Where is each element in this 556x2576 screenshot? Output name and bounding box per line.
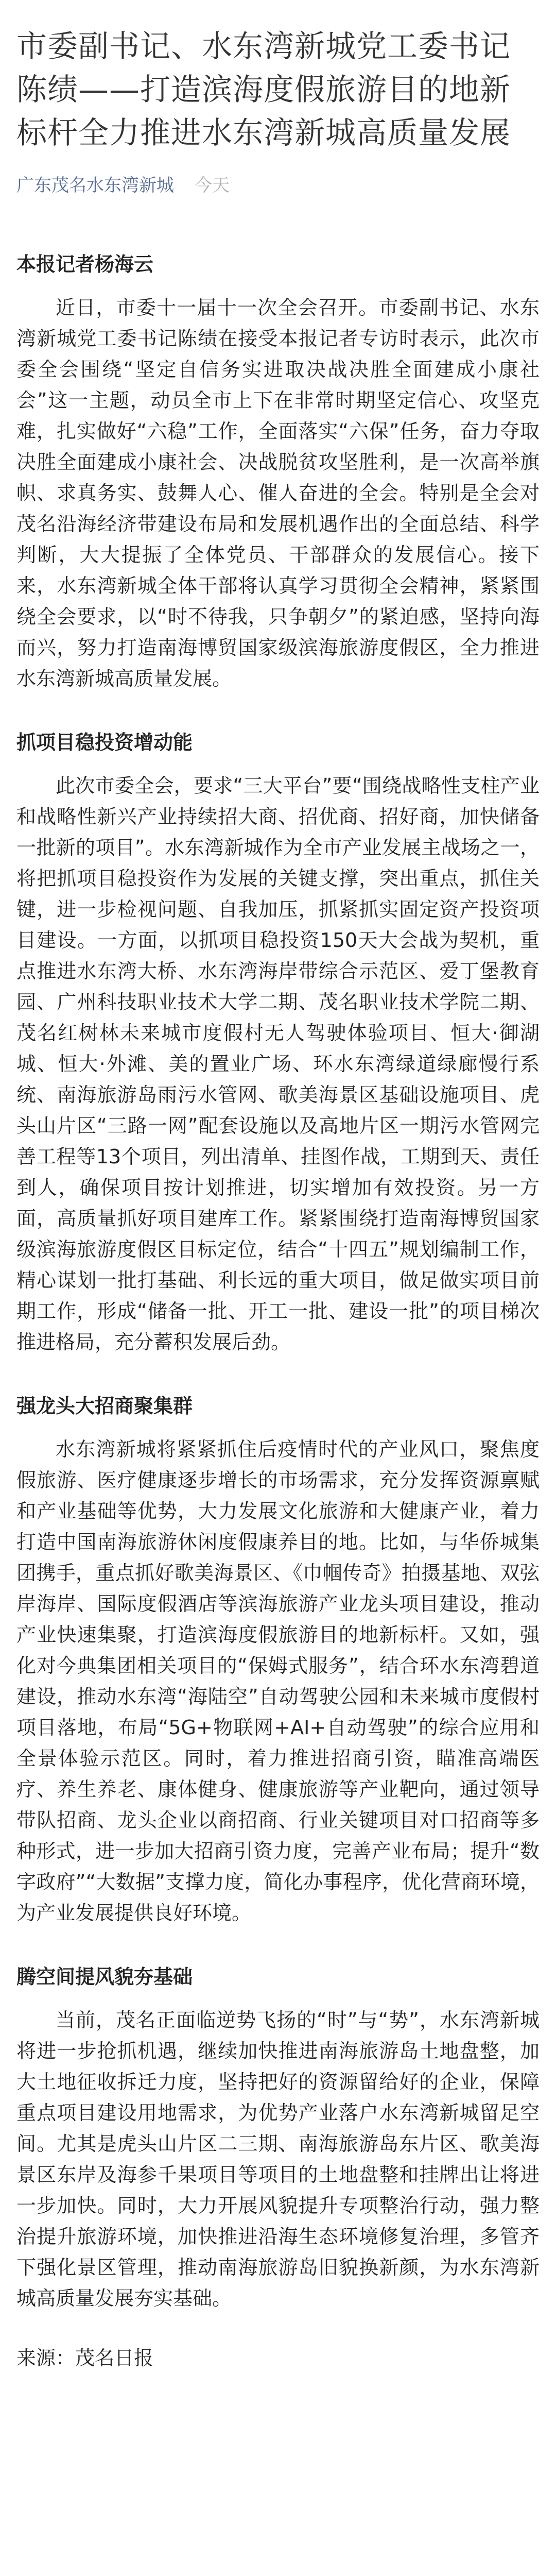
section-paragraph: 此次市委全会，要求“三大平台”要“围绕战略性支柱产业和战略性新兴产业持续招大商、招优商、招好商，加快储备一批新的项目”。水东湾新城作为全市产业发展主战场之一，将把抓项目稳投资作为发展的关键支撑，突出重点，抓住关键，进一步检视问题、自我加压，抓紧抓实固定资产投资项目建设。一方面，以抓项目稳投资150天大会战为契机，重点推进水东湾大桥、水东湾海岸带综合示范区、爱丁堡教育园、广州科技职业技术大学二期、茂名职业技术学院二期、茂名红树林未来城市度假村无人驾驶体验项目、恒大·御湖城、恒大·外滩、美的置业广场、环水东湾绿道绿廊慢行系统、南海旅游岛雨污水管网、歌美海景区基础设施项目、虎头山片区“三路一网”配套设施以及高地片区一期污水管网完善工程等13个项目，列出清单、挂图作战，工期到天、责任到人，确保项目按计划推进，切实增加有效投资。另一方面，高质量抓好项目建库工作。紧紧围绕打造南海博贸国家级滨海旅游度假区目标定位，结合“十四五”规划编制工作，精心谋划一批打基础、利长远的重大项目，做足做实项目前期工作，形成“储备一批、开工一批、建设一批”的项目梯次推进格局，充分蓄积发展后劲。: [16, 774, 540, 1353]
article-body: [0, 228, 556, 2374]
section-heading-projects: 抓项目稳投资增动能: [16, 731, 193, 754]
intro-paragraph: 近日，市委十一届十一次全会召开。市委副书记、水东湾新城党工委书记陈绩在接受本报记者专访时表示，此次市委全会围绕“坚定自信务实进取决战决胜全面建成小康社会”这一主题，动员全市上下在非常时期坚定信心、攻坚克难，扎实做好“六稳”工作，全面落实“六保”任务，奋力夺取决胜全面建成小康社会、决战脱贫攻坚胜利，是一次高举旗帜、求真务实、鼓舞人心、催人奋进的全会。特别是全会对茂名沿海经济带建设布局和发展机遇作出的全面总结、科学判断，大大提振了全体党员、干部群众的发展信心。接下来，水东湾新城全体干部将认真学习贯彻全会精神，紧紧围绕全会要求，以“时不待我，只争朝夕”的紧迫感，坚持向海而兴，努力打造南海博贸国家级滨海旅游度假区，全力推进水东湾新城高质量发展。: [16, 296, 540, 690]
source-note: 来源：茂名日报: [16, 2347, 154, 2369]
publish-time: 今天: [195, 175, 230, 196]
article-meta: [16, 174, 540, 197]
account-name-link[interactable]: 广东茂名水东湾新城: [16, 175, 174, 196]
section-paragraph: 当前，茂名正面临逆势飞扬的“时”与“势”，水东湾新城将进一步抢抓机遇，继续加快推进南海旅游岛土地盘整，加大土地征收拆迁力度，坚持把好的资源留给好的企业，保障重点项目建设用地需求，为优势产业落户水东湾新城留足空间。尤其是虎头山片区二三期、南海旅游岛东片区、歌美海景区东岸及海参千果项目等项目的土地盘整和挂牌出让将进一步加快。同时，大力开展风貌提升专项整治行动，强力整治提升旅游环境，加快推进沿海生态环境修复治理，多管齐下强化景区管理，推动南海旅游岛旧貌换新颜，为水东湾新城高质量发展夯实基础。: [16, 2009, 540, 2310]
byline: 本报记者杨海云: [16, 253, 154, 276]
article-header: [0, 0, 556, 197]
section-heading-space: 腾空间提风貌夯基础: [16, 1965, 193, 1988]
section-paragraph: 水东湾新城将紧紧抓住后疫情时代的产业风口，聚焦度假旅游、医疗健康逐步增长的市场需求，充分发挥资源禀赋和产业基础等优势，大力发展文化旅游和大健康产业，着力打造中国南海旅游休闲度假康养目的地。比如，与华侨城集团携手，重点抓好歌美海景区、《巾帼传奇》拍摄基地、双弦岸海岸、国际度假酒店等滨海旅游产业龙头项目建设，推动产业快速集聚，打造滨海度假旅游目的地新标杆。又如，强化对今典集团相关项目的“保姆式服务”，结合环水东湾碧道建设，推动水东湾“海陆空”自动驾驶公园和未来城市度假村项目落地，布局“5G+物联网+AI+自动驾驶”的综合应用和全景体验示范区。同时，着力推进招商引资，瞄准高端医疗、养生养老、康体健身、健康旅游等产业靶向，通过领导带队招商、龙头企业以商招商、行业关键项目对口招商等多种形式，进一步加大招商引资力度，完善产业布局；提升“数字政府”“大数据”支撑力度，简化办事程序，优化营商环境，为产业发展提供良好环境。: [16, 1438, 540, 1924]
section-heading-investment: 强龙头大招商聚集群: [16, 1395, 193, 1417]
article-title: 市委副书记、水东湾新城党工委书记陈绩——打造滨海度假旅游目的地新标杆全力推进水东湾新城高质量发展: [16, 28, 511, 150]
